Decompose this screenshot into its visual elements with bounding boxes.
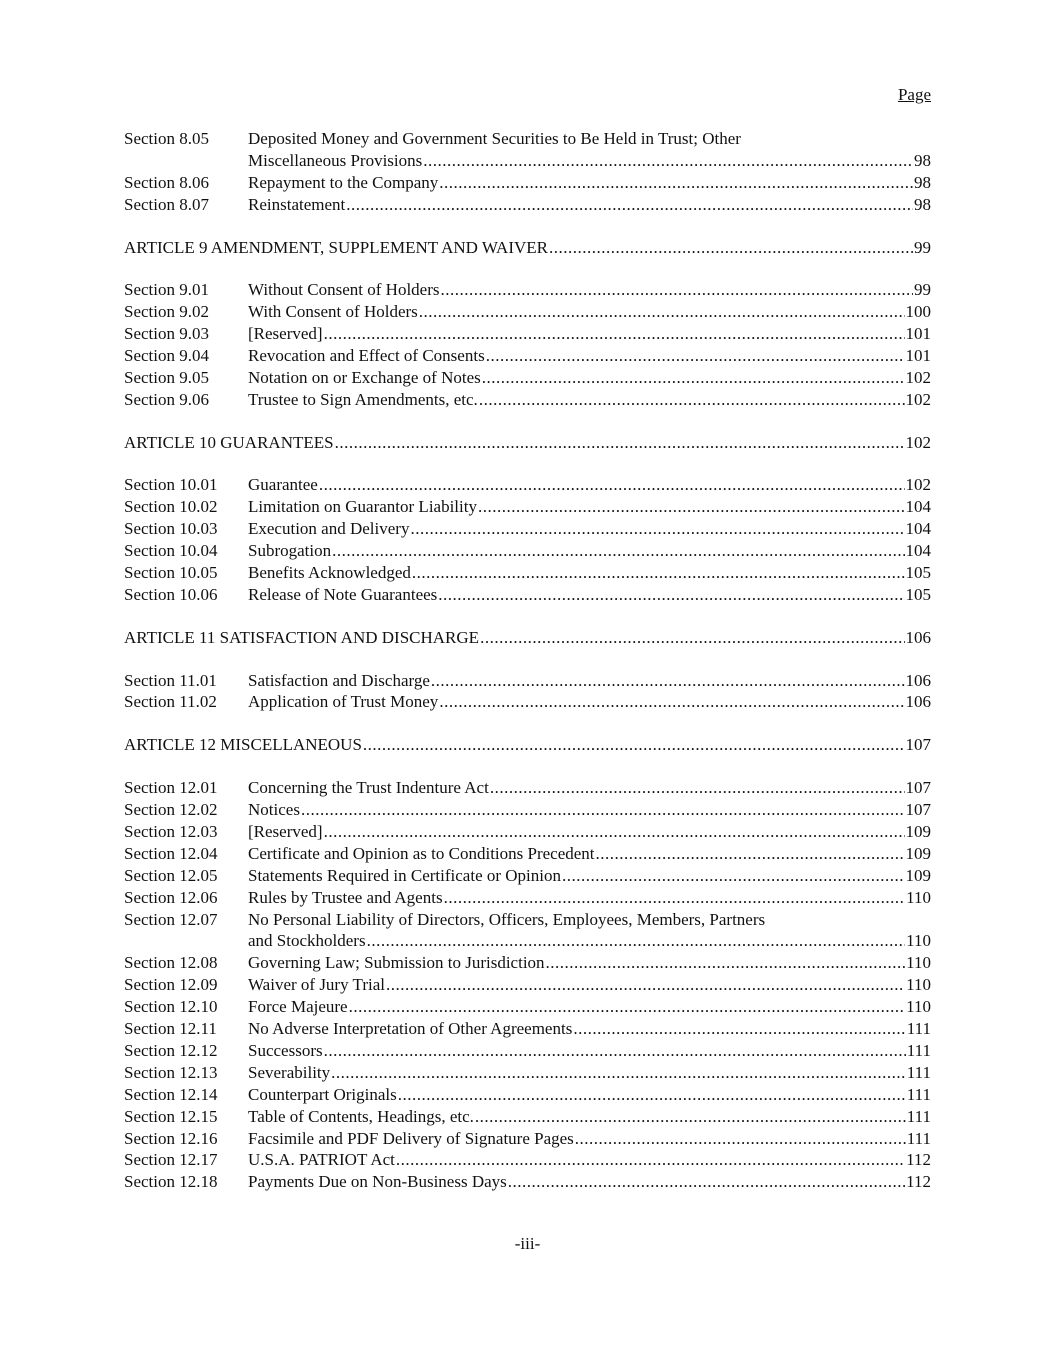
toc-section-entry bbox=[124, 1106, 931, 1128]
toc-section-entry bbox=[124, 584, 931, 606]
page-number: 101 bbox=[905, 346, 931, 366]
page-number: 101 bbox=[905, 324, 931, 344]
page-number: 106 bbox=[905, 692, 931, 712]
toc-entry-line bbox=[248, 150, 931, 172]
toc-entry-body bbox=[248, 474, 931, 496]
section-number: Section 12.09 bbox=[124, 975, 218, 995]
section-number: Section 12.11 bbox=[124, 1019, 217, 1039]
dot-leader bbox=[575, 1128, 906, 1150]
toc-entry-line bbox=[248, 691, 931, 713]
dot-leader bbox=[331, 1062, 906, 1084]
section-number: Section 10.01 bbox=[124, 475, 218, 495]
section-title: Application of Trust Money bbox=[248, 692, 439, 712]
section-title: Miscellaneous Provisions bbox=[248, 150, 423, 170]
toc-entry-body bbox=[124, 734, 931, 756]
toc-section-entry bbox=[124, 562, 931, 584]
section-title: Revocation and Effect of Consents bbox=[248, 346, 485, 366]
section-title: Subrogation bbox=[248, 541, 332, 561]
page-number: 111 bbox=[906, 1040, 931, 1060]
toc-section-entry bbox=[124, 670, 931, 692]
toc-article-entry bbox=[124, 627, 931, 649]
section-title-first-line: Deposited Money and Government Securities to Be Held in Trust; Other bbox=[248, 129, 741, 148]
toc-entry-body bbox=[248, 301, 931, 323]
toc-section-entry bbox=[124, 952, 931, 974]
section-number: Section 8.06 bbox=[124, 172, 209, 192]
toc-entry-body bbox=[248, 1171, 931, 1193]
toc-entry-body bbox=[248, 974, 931, 996]
section-title: Reinstatement bbox=[248, 194, 346, 214]
toc-entry-line bbox=[248, 1171, 931, 1193]
toc-section-entry bbox=[124, 194, 931, 216]
toc-entry-line bbox=[248, 323, 931, 345]
dot-leader bbox=[396, 1149, 905, 1171]
toc-article-entry bbox=[124, 237, 931, 259]
toc-entry-line bbox=[248, 389, 931, 411]
toc-entry-line bbox=[248, 496, 931, 518]
dot-leader bbox=[486, 345, 905, 367]
toc-entry-line bbox=[248, 367, 931, 389]
section-title: [Reserved] bbox=[248, 324, 323, 344]
toc-entry-body bbox=[248, 172, 931, 194]
page-number: 110 bbox=[906, 997, 931, 1017]
section-title: Benefits Acknowledged bbox=[248, 563, 411, 583]
section-number: Section 12.07 bbox=[124, 909, 218, 929]
toc-section-entry bbox=[124, 172, 931, 194]
section-number: Section 10.05 bbox=[124, 563, 218, 583]
dot-leader bbox=[478, 496, 905, 518]
toc-section-entry bbox=[124, 128, 931, 172]
toc-entry-body bbox=[248, 670, 931, 692]
section-number: Section 12.05 bbox=[124, 865, 218, 885]
toc-entry-body bbox=[248, 194, 931, 216]
toc-entry-body bbox=[248, 496, 931, 518]
article-title: ARTICLE 10 GUARANTEES bbox=[124, 432, 334, 452]
toc-entry-body bbox=[248, 1084, 931, 1106]
page-number: 98 bbox=[914, 172, 931, 192]
section-title: [Reserved] bbox=[248, 821, 323, 841]
page-number: 102 bbox=[905, 432, 931, 452]
section-title: With Consent of Holders bbox=[248, 302, 418, 322]
page-number: 107 bbox=[905, 735, 931, 755]
section-number: Section 11.01 bbox=[124, 670, 217, 690]
section-number: Section 10.04 bbox=[124, 541, 218, 561]
toc-entry-line bbox=[248, 518, 931, 540]
toc-entry-body bbox=[248, 1128, 931, 1150]
toc-entry-body bbox=[248, 887, 931, 909]
dot-leader bbox=[412, 562, 905, 584]
toc-section-entry bbox=[124, 367, 931, 389]
section-title: Payments Due on Non-Business Days bbox=[248, 1172, 507, 1192]
dot-leader bbox=[596, 843, 905, 865]
toc-section-entry bbox=[124, 389, 931, 411]
dot-leader bbox=[419, 301, 905, 323]
toc-entry-body bbox=[248, 389, 931, 411]
toc-section-entry bbox=[124, 821, 931, 843]
toc-entry-body bbox=[248, 584, 931, 606]
page-number: 109 bbox=[905, 865, 931, 885]
dot-leader bbox=[332, 540, 904, 562]
toc-section-entry bbox=[124, 518, 931, 540]
toc-section-entry bbox=[124, 1018, 931, 1040]
page-number: 106 bbox=[905, 627, 931, 647]
dot-leader bbox=[349, 996, 906, 1018]
page-number: 110 bbox=[906, 931, 931, 951]
toc-section-entry bbox=[124, 345, 931, 367]
toc-entry-line bbox=[248, 952, 931, 974]
section-title: Counterpart Originals bbox=[248, 1084, 397, 1104]
page-number: 109 bbox=[905, 843, 931, 863]
toc-section-entry bbox=[124, 974, 931, 996]
dot-leader bbox=[482, 367, 905, 389]
section-title: Limitation on Guarantor Liability bbox=[248, 497, 477, 517]
page-column-header bbox=[124, 84, 931, 106]
dot-leader bbox=[346, 194, 913, 216]
toc-entry-body bbox=[248, 1018, 931, 1040]
toc-entry-line bbox=[248, 1149, 931, 1171]
toc-section-entry bbox=[124, 909, 931, 953]
page-number: 104 bbox=[905, 541, 931, 561]
toc-entry-line bbox=[248, 474, 931, 496]
dot-leader bbox=[324, 323, 905, 345]
page-number: 110 bbox=[906, 953, 931, 973]
toc-section-entry bbox=[124, 843, 931, 865]
section-title: Notation on or Exchange of Notes bbox=[248, 367, 481, 387]
toc-section-entry bbox=[124, 1062, 931, 1084]
page-number: 112 bbox=[906, 1150, 931, 1170]
toc-entry-body bbox=[248, 128, 931, 172]
page-number: 98 bbox=[914, 150, 931, 170]
page-number-footer: -iii- bbox=[514, 1234, 541, 1253]
toc-section-entry bbox=[124, 865, 931, 887]
toc-entry-body bbox=[248, 345, 931, 367]
page-number: 99 bbox=[914, 280, 931, 300]
toc-entry-line bbox=[248, 194, 931, 216]
toc-entry-body bbox=[248, 1062, 931, 1084]
toc-entry-body bbox=[248, 843, 931, 865]
toc-entry-body bbox=[248, 1040, 931, 1062]
toc-entry-body bbox=[124, 627, 931, 649]
toc-section-entry bbox=[124, 887, 931, 909]
page-number: 107 bbox=[905, 799, 931, 819]
page-number: 110 bbox=[906, 975, 931, 995]
toc-section-entry bbox=[124, 474, 931, 496]
section-title: and Stockholders bbox=[248, 931, 366, 951]
section-number: Section 10.02 bbox=[124, 497, 218, 517]
section-title-first-line: No Personal Liability of Directors, Officers, Employees, Members, Partners bbox=[248, 909, 766, 929]
toc-entry-line bbox=[248, 1106, 931, 1128]
toc-entry-body bbox=[248, 1149, 931, 1171]
toc-section-entry bbox=[124, 1128, 931, 1150]
toc-entry-line bbox=[248, 584, 931, 606]
toc-section-entry bbox=[124, 1040, 931, 1062]
section-number: Section 12.01 bbox=[124, 778, 218, 798]
section-number: Section 9.02 bbox=[124, 302, 209, 322]
section-number: Section 12.17 bbox=[124, 1150, 218, 1170]
dot-leader bbox=[439, 172, 913, 194]
toc-entry-line bbox=[248, 670, 931, 692]
section-title: Certificate and Opinion as to Conditions Precedent bbox=[248, 843, 595, 863]
section-number: Section 8.07 bbox=[124, 194, 209, 214]
section-title: No Adverse Interpretation of Other Agreements bbox=[248, 1019, 573, 1039]
toc-entry-body bbox=[248, 952, 931, 974]
section-number: Section 12.06 bbox=[124, 887, 218, 907]
toc-entry-body bbox=[248, 909, 931, 953]
page-number: 111 bbox=[906, 1106, 931, 1126]
page-number: 102 bbox=[905, 367, 931, 387]
page-number: 111 bbox=[906, 1019, 931, 1039]
toc-section-entry bbox=[124, 777, 931, 799]
section-number: Section 12.10 bbox=[124, 997, 218, 1017]
section-title: Force Majeure bbox=[248, 997, 348, 1017]
section-number: Section 9.04 bbox=[124, 346, 209, 366]
dot-leader bbox=[546, 952, 906, 974]
section-number: Section 9.03 bbox=[124, 324, 209, 344]
page-number: 111 bbox=[906, 1062, 931, 1082]
page-number: 98 bbox=[914, 194, 931, 214]
toc-section-entry bbox=[124, 1084, 931, 1106]
section-number: Section 12.02 bbox=[124, 799, 218, 819]
toc-entry-line bbox=[124, 734, 931, 756]
page-number: 111 bbox=[906, 1128, 931, 1148]
toc-entry-body bbox=[248, 865, 931, 887]
dot-leader bbox=[475, 1106, 906, 1128]
page-number: 107 bbox=[905, 778, 931, 798]
toc-entry-line bbox=[248, 540, 931, 562]
page-number: 111 bbox=[906, 1084, 931, 1104]
dot-leader bbox=[335, 432, 905, 454]
section-title: U.S.A. PATRIOT Act bbox=[248, 1150, 395, 1170]
dot-leader bbox=[363, 734, 905, 756]
section-title: Statements Required in Certificate or Opinion bbox=[248, 865, 562, 885]
dot-leader bbox=[441, 279, 914, 301]
dot-leader bbox=[431, 670, 905, 692]
toc-entry-line bbox=[248, 562, 931, 584]
toc-section-entry bbox=[124, 1171, 931, 1193]
page-number: 104 bbox=[905, 497, 931, 517]
toc-entry-body bbox=[248, 691, 931, 713]
toc-section-entry bbox=[124, 799, 931, 821]
section-number: Section 11.02 bbox=[124, 692, 217, 712]
section-title: Guarantee bbox=[248, 475, 318, 495]
section-title: Successors bbox=[248, 1040, 323, 1060]
toc-section-entry bbox=[124, 323, 931, 345]
section-title: Facsimile and PDF Delivery of Signature Pages bbox=[248, 1128, 574, 1148]
page-number: 106 bbox=[905, 670, 931, 690]
dot-leader bbox=[319, 474, 905, 496]
dot-leader bbox=[386, 974, 905, 996]
toc-entry-line bbox=[124, 627, 931, 649]
section-title: Repayment to the Company bbox=[248, 172, 439, 192]
toc-entry-body bbox=[248, 996, 931, 1018]
page-number: 99 bbox=[914, 237, 931, 257]
section-number: Section 12.03 bbox=[124, 821, 218, 841]
page-number: 109 bbox=[905, 821, 931, 841]
page-number: 100 bbox=[905, 302, 931, 322]
page-number: 105 bbox=[905, 584, 931, 604]
section-number: Section 12.08 bbox=[124, 953, 218, 973]
section-number: Section 9.05 bbox=[124, 367, 209, 387]
toc-entry-line bbox=[248, 996, 931, 1018]
article-title: ARTICLE 12 MISCELLANEOUS bbox=[124, 735, 362, 755]
toc-entry-line bbox=[248, 1084, 931, 1106]
dot-leader bbox=[301, 799, 905, 821]
toc-entry-line bbox=[248, 345, 931, 367]
toc-article-entry bbox=[124, 734, 931, 756]
toc-entry-body bbox=[248, 540, 931, 562]
section-number: Section 9.01 bbox=[124, 280, 209, 300]
toc-section-entry bbox=[124, 496, 931, 518]
toc-entry-line bbox=[248, 865, 931, 887]
article-title: ARTICLE 9 AMENDMENT, SUPPLEMENT AND WAIVER bbox=[124, 237, 548, 257]
toc-entry-line bbox=[248, 843, 931, 865]
toc-entry-body bbox=[248, 518, 931, 540]
section-title: Release of Note Guarantees bbox=[248, 584, 438, 604]
toc-entry-line bbox=[248, 279, 931, 301]
dot-leader bbox=[423, 150, 913, 172]
page-number: 105 bbox=[905, 563, 931, 583]
section-title: Governing Law; Submission to Jurisdiction bbox=[248, 953, 545, 973]
toc-entry-line bbox=[248, 887, 931, 909]
toc-section-entry bbox=[124, 996, 931, 1018]
section-title: Execution and Delivery bbox=[248, 519, 410, 539]
toc-entry-line bbox=[248, 172, 931, 194]
toc-entry-body bbox=[124, 237, 931, 259]
toc-entry-body bbox=[248, 323, 931, 345]
dot-leader bbox=[324, 821, 905, 843]
toc-entry-body bbox=[248, 367, 931, 389]
page-label: Page bbox=[897, 85, 931, 104]
dot-leader bbox=[479, 389, 905, 411]
section-title: Without Consent of Holders bbox=[248, 280, 440, 300]
toc-entry-line bbox=[248, 1040, 931, 1062]
page-number: 102 bbox=[905, 475, 931, 495]
section-title: Waiver of Jury Trial bbox=[248, 975, 385, 995]
dot-leader bbox=[439, 691, 904, 713]
section-title: Satisfaction and Discharge bbox=[248, 670, 430, 690]
section-title: Rules by Trustee and Agents bbox=[248, 887, 443, 907]
section-title: Notices bbox=[248, 799, 300, 819]
toc-entry-line bbox=[124, 237, 931, 259]
toc-entry-line bbox=[248, 1018, 931, 1040]
dot-leader bbox=[398, 1084, 906, 1106]
dot-leader bbox=[444, 887, 906, 909]
toc-entry-line bbox=[248, 301, 931, 323]
toc-entry-line bbox=[248, 1062, 931, 1084]
toc-entry-line bbox=[248, 777, 931, 799]
page-number: 102 bbox=[905, 389, 931, 409]
section-number: Section 12.18 bbox=[124, 1172, 218, 1192]
toc-section-entry bbox=[124, 691, 931, 713]
dot-leader bbox=[562, 865, 904, 887]
section-title: Severability bbox=[248, 1062, 331, 1082]
dot-leader bbox=[438, 584, 904, 606]
toc-entry-body bbox=[248, 799, 931, 821]
toc-entry-line bbox=[248, 821, 931, 843]
dot-leader bbox=[367, 930, 906, 952]
section-number: Section 10.06 bbox=[124, 584, 218, 604]
table-of-contents bbox=[124, 128, 931, 1193]
toc-entry-body bbox=[248, 562, 931, 584]
section-number: Section 9.06 bbox=[124, 389, 209, 409]
dot-leader bbox=[573, 1018, 905, 1040]
toc-entry-body bbox=[124, 432, 931, 454]
toc-entry-line bbox=[248, 974, 931, 996]
toc-entry-body bbox=[248, 1106, 931, 1128]
toc-section-entry bbox=[124, 279, 931, 301]
toc-entry-line bbox=[248, 799, 931, 821]
toc-section-entry bbox=[124, 301, 931, 323]
dot-leader bbox=[480, 627, 904, 649]
section-number: Section 8.05 bbox=[124, 129, 209, 148]
page-number: 104 bbox=[905, 519, 931, 539]
section-number: Section 12.12 bbox=[124, 1040, 218, 1060]
toc-section-entry bbox=[124, 1149, 931, 1171]
dot-leader bbox=[410, 518, 904, 540]
section-number: Section 12.14 bbox=[124, 1084, 218, 1104]
section-number: Section 12.04 bbox=[124, 843, 218, 863]
toc-entry-body bbox=[248, 777, 931, 799]
dot-leader bbox=[324, 1040, 906, 1062]
section-number: Section 10.03 bbox=[124, 519, 218, 539]
article-title: ARTICLE 11 SATISFACTION AND DISCHARGE bbox=[124, 627, 480, 647]
section-number: Section 12.15 bbox=[124, 1106, 218, 1126]
toc-entry-line bbox=[248, 1128, 931, 1150]
page-number: 110 bbox=[906, 887, 931, 907]
dot-leader bbox=[508, 1171, 905, 1193]
toc-entry-body bbox=[248, 821, 931, 843]
toc-entry-body bbox=[248, 279, 931, 301]
toc-entry-line bbox=[124, 432, 931, 454]
toc-entry-line bbox=[248, 930, 931, 952]
section-number: Section 12.16 bbox=[124, 1128, 218, 1148]
dot-leader bbox=[549, 237, 913, 259]
section-title: Trustee to Sign Amendments, etc. bbox=[248, 389, 478, 409]
section-title: Concerning the Trust Indenture Act bbox=[248, 778, 489, 798]
toc-section-entry bbox=[124, 540, 931, 562]
section-title: Table of Contents, Headings, etc. bbox=[248, 1106, 474, 1126]
dot-leader bbox=[490, 777, 905, 799]
section-number: Section 12.13 bbox=[124, 1062, 218, 1082]
toc-article-entry bbox=[124, 432, 931, 454]
page-number: 112 bbox=[906, 1172, 931, 1192]
